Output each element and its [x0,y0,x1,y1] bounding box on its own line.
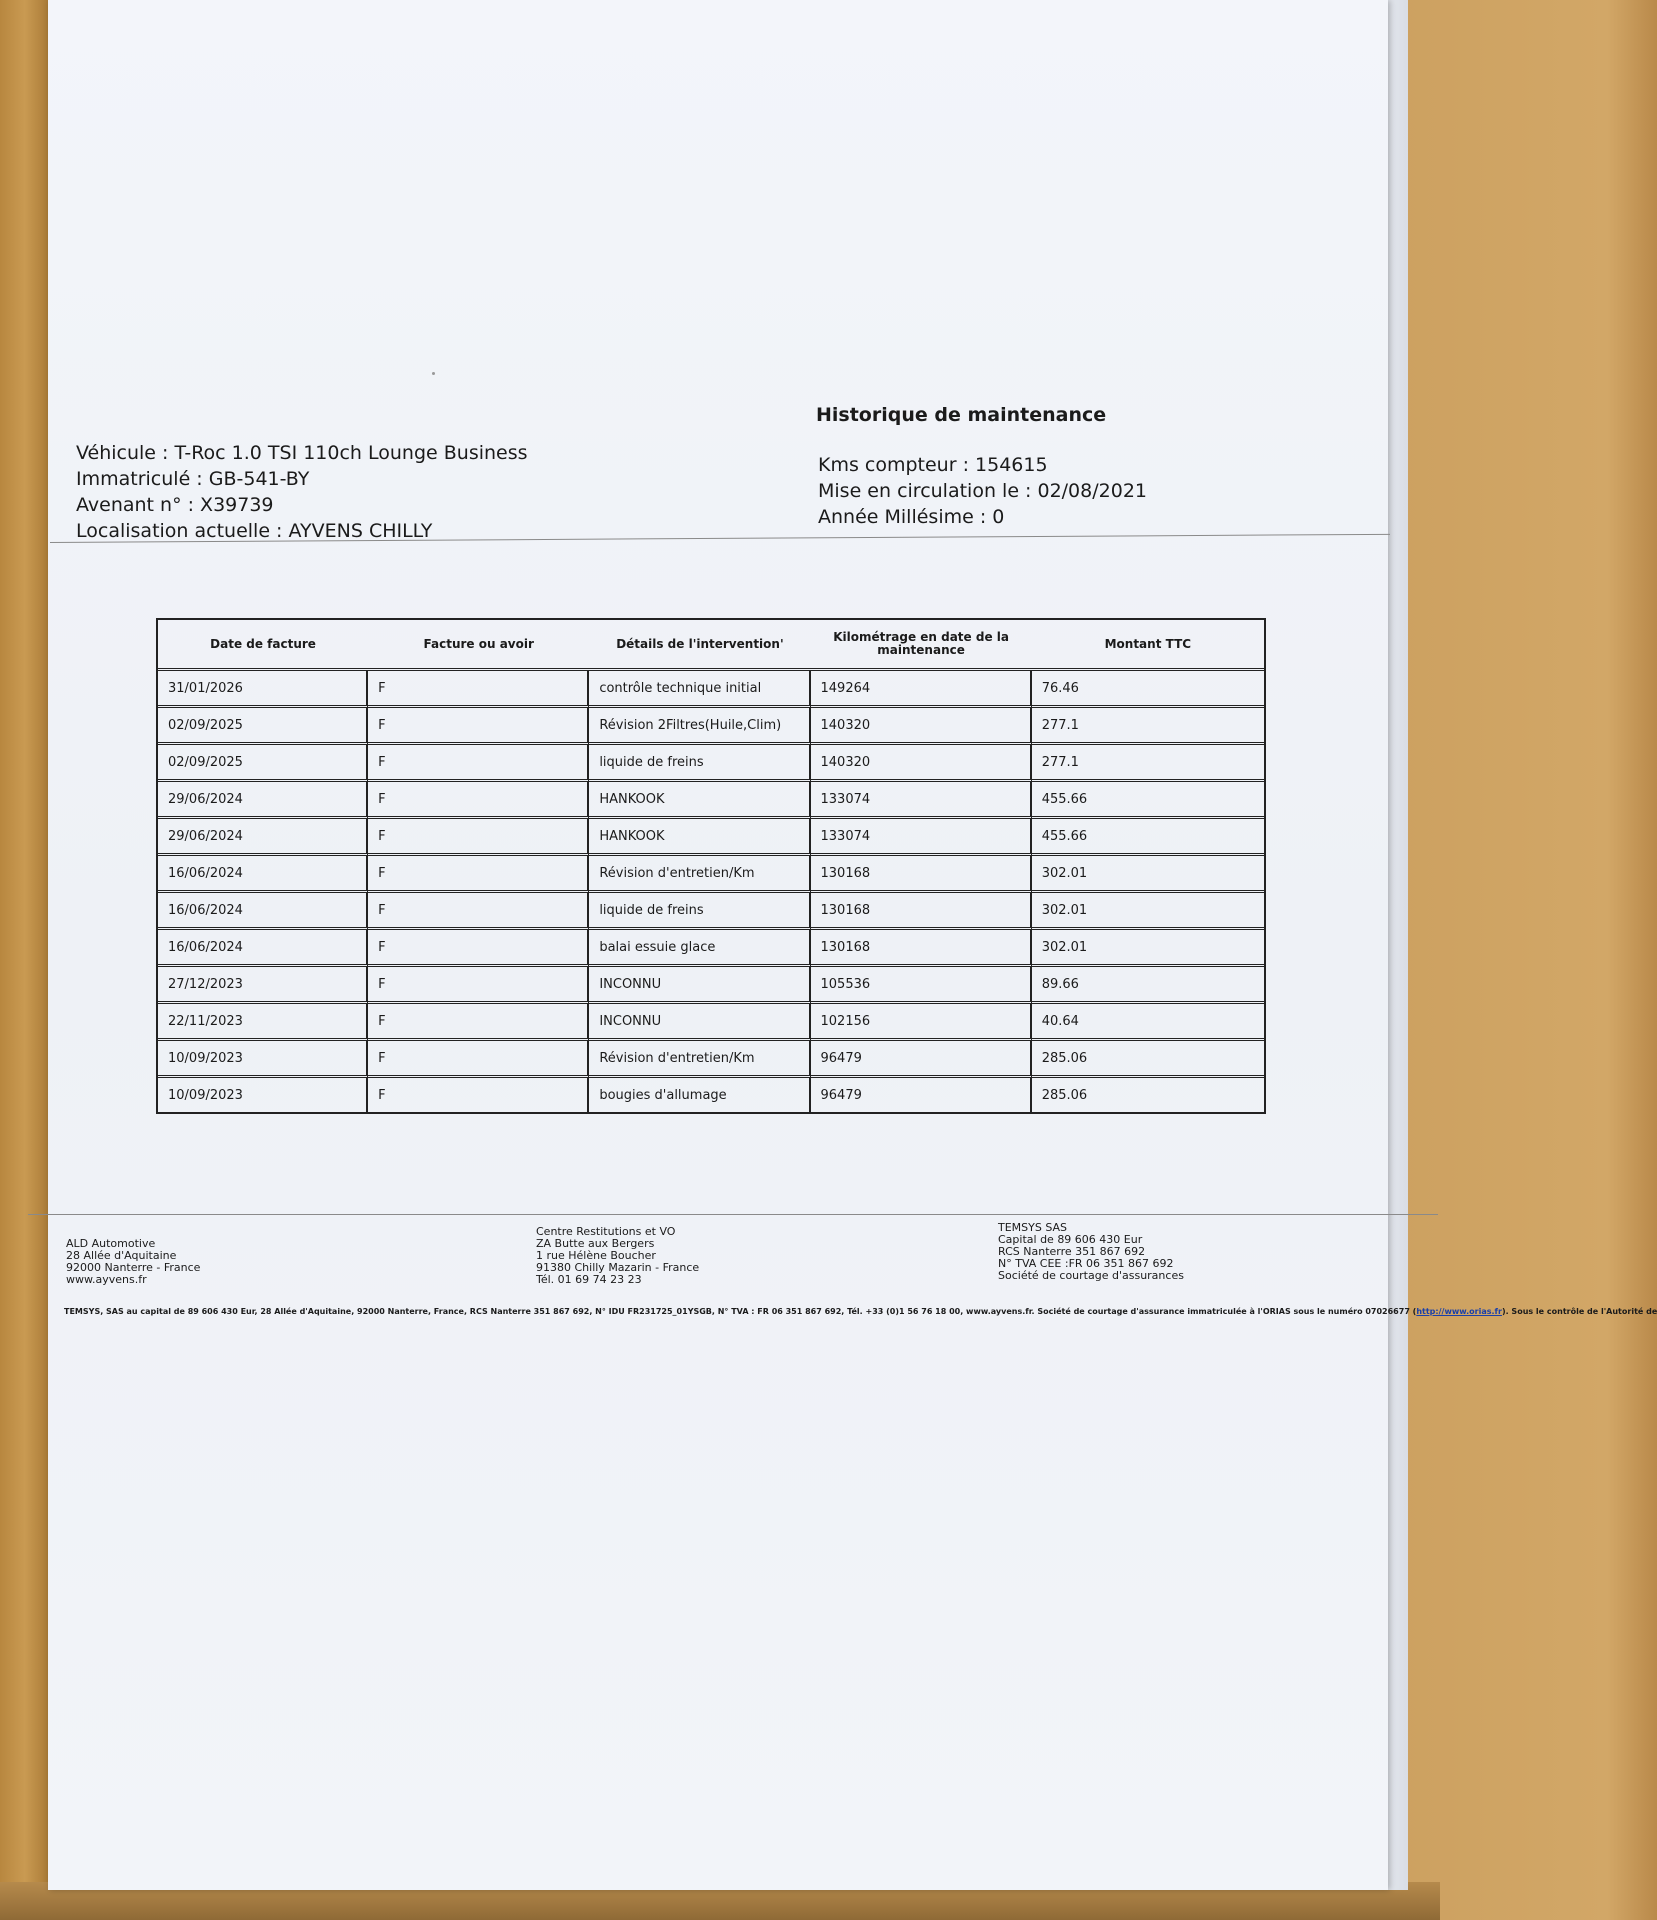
cell-details: INCONNU [589,967,810,1004]
cell-mileage: 96479 [811,1041,1032,1078]
legal-text: TEMSYS, SAS au capital de 89 606 430 Eur, 28 Allée d'Aquitaine, 92000 Nanterre, France, RCS Nanterre 351 867 692, N° IDU FR231725_01YSGB, N° TVA : FR 06 351 867 692, Tél. +33 (0)1 56 76 18 00, www.ayvens.fr. Société de courtage d'assurance immatriculée à l'ORIAS sous le numéro 07026677 ( [64,1307,1417,1316]
cell-date: 31/01/2026 [158,671,368,708]
cell-date: 16/06/2024 [158,930,368,967]
page-title: Historique de maintenance [816,404,1107,426]
cell-amount: 76.46 [1032,671,1264,708]
cell-amount: 277.1 [1032,745,1264,782]
orias-link[interactable]: http://www.orias.fr [1416,1307,1502,1316]
footer-temsys [998,1222,1184,1282]
footer-divider [28,1214,1438,1215]
cell-type: F [368,819,589,856]
column-header-details: Détails de l'intervention' [589,620,810,671]
table-row [158,1041,1264,1078]
cell-details: liquide de freins [589,745,810,782]
model-year: Année Millésime : 0 [818,506,1005,528]
table-row [158,1078,1264,1112]
footer-website: www.ayvens.fr [66,1273,147,1286]
cell-details: Révision d'entretien/Km [589,856,810,893]
footer-line: ZA Butte aux Bergers [536,1237,655,1250]
cell-date: 02/09/2025 [158,708,368,745]
vehicle-location: Localisation actuelle : AYVENS CHILLY [76,520,433,542]
odometer: Kms compteur : 154615 [818,454,1048,476]
cell-mileage: 130168 [811,930,1032,967]
column-header-mileage: Kilométrage en date de la maintenance [811,620,1032,671]
vehicle-info [76,440,528,544]
maintenance-table-wrapper [156,618,1266,1114]
table-row [158,1004,1264,1041]
vehicle-model: Véhicule : T-Roc 1.0 TSI 110ch Lounge Business [76,442,528,464]
table-row [158,745,1264,782]
footer-line: ALD Automotive [66,1237,156,1250]
cell-mileage: 102156 [811,1004,1032,1041]
cell-date: 10/09/2023 [158,1041,368,1078]
cell-type: F [368,1041,589,1078]
cell-mileage: 149264 [811,671,1032,708]
table-row [158,819,1264,856]
table-row [158,967,1264,1004]
cell-type: F [368,856,589,893]
cell-mileage: 96479 [811,1078,1032,1112]
cell-amount: 302.01 [1032,856,1264,893]
maintenance-table [156,618,1266,1114]
footer-line: 91380 Chilly Mazarin - France [536,1261,700,1274]
cell-type: F [368,967,589,1004]
table-row [158,930,1264,967]
cell-details: liquide de freins [589,893,810,930]
footer-line: Capital de 89 606 430 Eur [998,1233,1143,1246]
cell-mileage: 130168 [811,856,1032,893]
cell-details: Révision d'entretien/Km [589,1041,810,1078]
cell-mileage: 140320 [811,745,1032,782]
cell-details: Révision 2Filtres(Huile,Clim) [589,708,810,745]
cell-mileage: 133074 [811,782,1032,819]
legal-notice [64,1307,1657,1323]
vehicle-plate: Immatriculé : GB-541-BY [76,468,310,490]
registration-date: Mise en circulation le : 02/08/2021 [818,480,1147,502]
cell-details: bougies d'allumage [589,1078,810,1112]
table-row [158,856,1264,893]
cell-amount: 302.01 [1032,893,1264,930]
cell-mileage: 140320 [811,708,1032,745]
footer-line: 1 rue Hélène Boucher [536,1249,656,1262]
cell-amount: 285.06 [1041,1087,1088,1103]
column-header-amount: Montant TTC [1032,620,1264,671]
cell-date: 29/06/2024 [158,819,368,856]
footer-restitution-center [536,1226,699,1286]
footer-line: 92000 Nanterre - France [66,1261,201,1274]
cell-amount: 285.06 [1032,1041,1264,1078]
cell-mileage: 130168 [811,893,1032,930]
footer-line: TEMSYS SAS [998,1221,1068,1234]
cell-date: 10/09/2023 [158,1078,368,1112]
table-row [158,782,1264,819]
footer-line: Centre Restitutions et VO [536,1225,676,1238]
document-page [48,0,1657,1890]
cell-amount: 302.01 [1032,930,1264,967]
cell-amount: 455.66 [1032,782,1264,819]
column-header-date: Date de facture [158,620,368,671]
cell-type: F [368,745,589,782]
cell-type: F [368,1078,589,1112]
cell-type: F [368,671,589,708]
cell-amount: 89.66 [1032,967,1264,1004]
cell-amount: 455.66 [1032,819,1264,856]
footer-line: RCS Nanterre 351 867 692 [998,1245,1146,1258]
cell-type: F [368,930,589,967]
cell-type: F [368,708,589,745]
cell-amount: 40.64 [1032,1004,1264,1041]
cell-details: HANKOOK [589,819,810,856]
cell-date: 29/06/2024 [158,782,368,819]
cell-date: 16/06/2024 [158,893,368,930]
footer-ald-address [66,1238,200,1286]
table-row [158,708,1264,745]
footer-line: 28 Allée d'Aquitaine [66,1249,177,1262]
cell-details: HANKOOK [589,782,810,819]
footer-phone: Tél. 01 69 74 23 23 [536,1273,642,1286]
cell-details: balai essuie glace [589,930,810,967]
cell-details: contrôle technique initial [589,671,810,708]
footer-line: Société de courtage d'assurances [998,1269,1184,1282]
cell-date: 27/12/2023 [158,967,368,1004]
footer-line: N° TVA CEE :FR 06 351 867 692 [998,1257,1174,1270]
cell-amount: 277.1 [1032,708,1264,745]
paper-speck [432,372,435,375]
legal-text-end: ). Sous le contrôle de l'Autorité de [1501,1307,1657,1316]
cell-date: 16/06/2024 [158,856,368,893]
cell-type: F [368,782,589,819]
column-header-type: Facture ou avoir [368,620,589,671]
cell-type: F [368,1004,589,1041]
cell-mileage: 133074 [811,819,1032,856]
cell-type: F [368,893,589,930]
table-row [158,671,1264,708]
history-info [818,452,1147,530]
cell-date: 02/09/2025 [158,745,368,782]
cell-mileage: 105536 [811,967,1032,1004]
vehicle-amendment: Avenant n° : X39739 [76,494,274,516]
cell-details: INCONNU [589,1004,810,1041]
table-row [158,893,1264,930]
cell-date: 22/11/2023 [158,1004,368,1041]
table-header-row [158,620,1264,671]
